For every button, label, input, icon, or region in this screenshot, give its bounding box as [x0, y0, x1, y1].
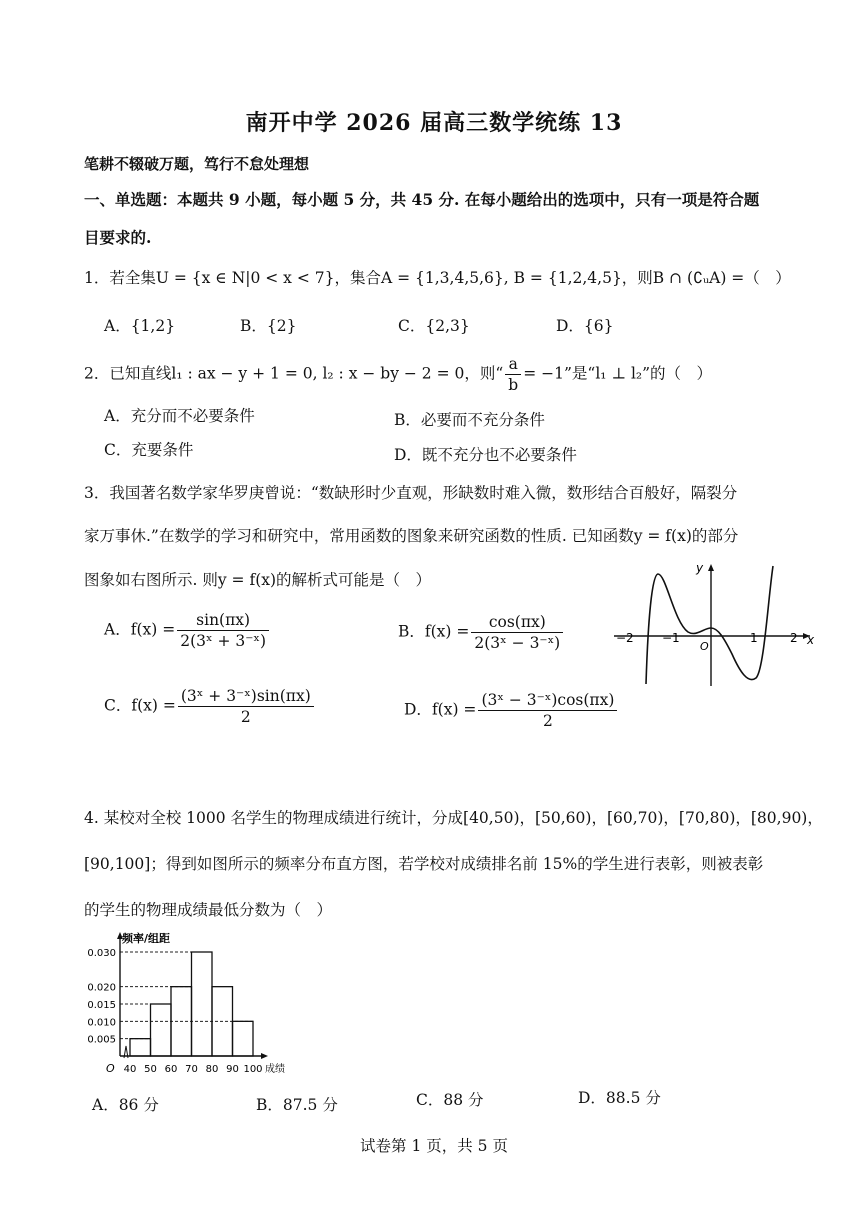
q1-option-b: B．{2}: [240, 317, 297, 335]
q4-option-a: A．86 分: [92, 1096, 159, 1114]
q4-line2: [90,100]；得到如图所示的频率分布直方图，若学校对成绩排名前 15%的学生进行表彰，则被表彰: [84, 855, 764, 873]
q3-option-a-num: sin(πx): [177, 610, 269, 631]
q3-line2: 家万事休.”在数学的学习和研究中，常用函数的图象来研究函数的性质. 已知函数y = f(x)的部分: [84, 527, 739, 545]
page-title: 南开中学 2026 届高三数学统练 13: [245, 110, 623, 136]
q3-option-a-lhs: f(x) =: [130, 620, 176, 639]
q2-stem: [84, 354, 712, 395]
q3-option-d-den: 2: [542, 712, 553, 730]
q4-option-c: C．88 分: [416, 1091, 484, 1109]
q2-stem-pre: 2．已知直线l₁ : ax − y + 1 = 0, l₂ : x − by − 2 = 0，则“: [84, 364, 504, 383]
hist-x-tick-label-2: 60: [164, 1064, 178, 1075]
hist-x-tick-label-0: 40: [123, 1064, 137, 1075]
graph-origin: O: [700, 640, 709, 653]
graph-y-arrow: [708, 564, 714, 571]
hist-x-tick-label-4: 80: [205, 1064, 219, 1075]
hist-bar-1: [151, 1004, 172, 1056]
q3-option-c: [104, 686, 316, 727]
q3-line3: 图象如右图所示. 则y = f(x)的解析式可能是（ ）: [84, 571, 432, 589]
q3-option-d-num: (3ˣ − 3⁻ˣ)cos(πx): [478, 690, 617, 711]
q3-option-d-fraction: [478, 690, 617, 731]
q2-option-b: B．必要而不充分条件: [394, 411, 545, 429]
q3-option-a: [104, 610, 271, 651]
hist-y-tick-label-0: 0.005: [87, 1034, 116, 1046]
hist-bar-3: [192, 952, 213, 1056]
graph-tick-neg1: −1: [662, 631, 680, 645]
hist-y-tick-label-2: 0.015: [87, 1000, 116, 1011]
q3-function-graph: [608, 560, 818, 690]
q2-frac-den: b: [508, 376, 519, 394]
q3-option-d-lhs: f(x) =: [431, 700, 477, 719]
hist-x-tick-label-5: 90: [226, 1064, 239, 1075]
q1-option-c: C．{2,3}: [398, 317, 470, 335]
q3-option-c-num: (3ˣ + 3⁻ˣ)sin(πx): [178, 686, 314, 707]
section-header-line2: 目要求的.: [84, 228, 152, 247]
q2-option-d: D．既不充分也不必要条件: [394, 446, 577, 464]
hist-y-axis-label: 频率/组距: [122, 932, 171, 945]
q3-option-c-lhs: f(x) =: [131, 696, 176, 715]
q4-frequency-histogram: [72, 928, 302, 1078]
q3-option-b-num: cos(πx): [471, 612, 563, 633]
hist-bar-5: [233, 1021, 254, 1056]
q3-option-c-label: C．: [104, 696, 132, 715]
hist-y-tick-label-1: 0.010: [87, 1017, 116, 1029]
q1-option-a: A．{1,2}: [104, 317, 176, 335]
hist-x-tick-label-1: 50: [144, 1064, 157, 1075]
q3-option-b-lhs: f(x) =: [424, 622, 470, 641]
q3-line1: 3．我国著名数学家华罗庚曾说：“数缺形时少直观，形缺数时难入微，数形结合百般好，隔裂分: [84, 484, 738, 502]
graph-x-label: x: [807, 633, 815, 647]
graph-tick-1: 1: [750, 631, 758, 645]
motto: 笔耕不辍破万题，笃行不怠处理想: [84, 155, 310, 173]
hist-x-axis-label: 成绩: [265, 1064, 285, 1075]
q4-option-d: D．88.5 分: [578, 1089, 661, 1107]
section-header-line1: 一、单选题：本题共 9 小题，每小题 5 分，共 45 分. 在每小题给出的选项中，只有一项是符合题: [84, 190, 760, 209]
q3-option-b-den: 2(3ˣ − 3⁻ˣ): [474, 634, 561, 652]
q1-option-d: D．{6}: [556, 317, 614, 335]
hist-origin-label: O: [106, 1062, 115, 1075]
hist-x-tick-label-3: 70: [185, 1064, 198, 1075]
hist-bar-0: [130, 1039, 151, 1056]
q3-option-b: [398, 612, 565, 653]
q2-option-c: C．充要条件: [104, 441, 194, 459]
q2-stem-post: = −1”是“l₁ ⊥ l₂”的（ ）: [523, 364, 713, 383]
hist-x-tick-label-6: 100: [243, 1064, 263, 1075]
page-footer: 试卷第 1 页，共 5 页: [360, 1137, 508, 1155]
graph-tick-2: 2: [790, 631, 798, 645]
q3-option-c-fraction: [178, 686, 314, 727]
q2-frac-num: a: [505, 354, 521, 375]
q3-option-b-fraction: [471, 612, 563, 653]
q3-option-d: [404, 690, 619, 731]
q2-fraction: [505, 354, 521, 395]
q3-option-a-den: 2(3ˣ + 3⁻ˣ): [180, 632, 267, 650]
q4-option-b: B．87.5 分: [256, 1096, 338, 1114]
q3-option-a-fraction: [177, 610, 269, 651]
q4-line3: 的学生的物理成绩最低分数为（ ）: [84, 901, 333, 919]
q4-line1: 4. 某校对全校 1000 名学生的物理成绩进行统计，分成[40,50)，[50,60)，[60,70)，[70,80)，[80,90)，: [84, 809, 823, 827]
q2-option-a: A．充分而不必要条件: [104, 407, 255, 425]
q1-stem: 1．若全集U = {x ∈ N|0 < x < 7}，集合A = {1,3,4,5,6}, B = {1,2,4,5}，则B ∩ (∁ᵤA) =（ ）: [84, 269, 791, 287]
q3-option-b-label: B．: [398, 622, 425, 641]
hist-y-tick-label-4: 0.030: [87, 948, 116, 959]
q3-option-a-label: A．: [104, 620, 131, 639]
graph-tick-neg2: −2: [616, 631, 634, 645]
hist-x-arrow: [261, 1053, 268, 1059]
graph-curve: [646, 566, 773, 684]
q3-option-c-den: 2: [240, 708, 251, 726]
q3-option-d-label: D．: [404, 700, 432, 719]
hist-y-tick-label-3: 0.020: [87, 982, 116, 994]
graph-y-label: y: [696, 561, 704, 575]
